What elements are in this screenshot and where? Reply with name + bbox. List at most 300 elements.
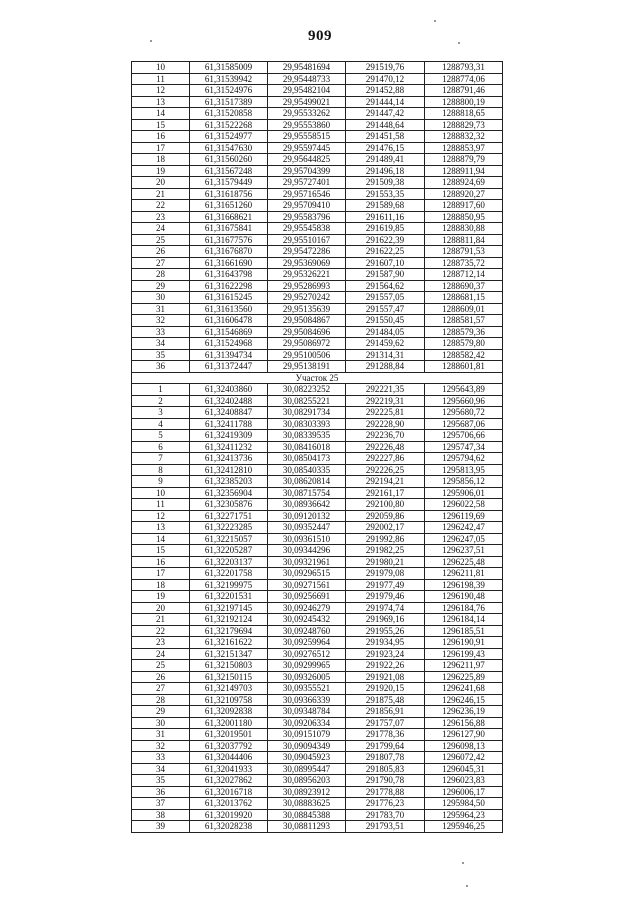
y-coordinate-cell: 1288712,14	[425, 269, 503, 281]
y-coordinate-cell: 1288793,31	[425, 62, 503, 74]
longitude-cell: 29,95369069	[268, 257, 346, 269]
longitude-cell: 30,08811293	[268, 821, 346, 833]
table-row	[132, 625, 503, 637]
table-row	[132, 73, 503, 85]
point-number-cell: 12	[132, 85, 190, 97]
y-coordinate-cell: 1288818,65	[425, 108, 503, 120]
y-coordinate-cell: 1288800,19	[425, 96, 503, 108]
y-coordinate-cell: 1296211,97	[425, 660, 503, 672]
table-row	[132, 476, 503, 488]
point-number-cell: 38	[132, 809, 190, 821]
point-number-cell: 14	[132, 108, 190, 120]
x-coordinate-cell: 292226,48	[346, 441, 425, 453]
latitude-cell: 61,32044406	[190, 752, 268, 764]
point-number-cell: 15	[132, 119, 190, 131]
latitude-cell: 61,31622298	[190, 280, 268, 292]
latitude-cell: 61,31520858	[190, 108, 268, 120]
latitude-cell: 61,32411788	[190, 418, 268, 430]
table-row	[132, 786, 503, 798]
longitude-cell: 30,09326005	[268, 671, 346, 683]
table-row	[132, 338, 503, 350]
table-row	[132, 142, 503, 154]
latitude-cell: 61,32305876	[190, 499, 268, 511]
latitude-cell: 61,31546869	[190, 326, 268, 338]
table-row	[132, 545, 503, 557]
latitude-cell: 61,32408847	[190, 407, 268, 419]
point-number-cell: 16	[132, 556, 190, 568]
y-coordinate-cell: 1296045,31	[425, 763, 503, 775]
point-number-cell: 11	[132, 499, 190, 511]
point-number-cell: 35	[132, 349, 190, 361]
longitude-cell: 30,09366339	[268, 694, 346, 706]
longitude-cell: 29,95510167	[268, 234, 346, 246]
x-coordinate-cell: 291496,18	[346, 165, 425, 177]
latitude-cell: 61,32412810	[190, 464, 268, 476]
point-number-cell: 19	[132, 591, 190, 603]
point-number-cell: 29	[132, 280, 190, 292]
table-row	[132, 430, 503, 442]
x-coordinate-cell: 292221,35	[346, 384, 425, 396]
latitude-cell: 61,32001180	[190, 717, 268, 729]
latitude-cell: 61,32203137	[190, 556, 268, 568]
table-row	[132, 349, 503, 361]
point-number-cell: 36	[132, 786, 190, 798]
table-row	[132, 717, 503, 729]
y-coordinate-cell: 1296190,48	[425, 591, 503, 603]
x-coordinate-cell: 291980,21	[346, 556, 425, 568]
y-coordinate-cell: 1288579,36	[425, 326, 503, 338]
longitude-cell: 30,08504173	[268, 453, 346, 465]
y-coordinate-cell: 1295687,06	[425, 418, 503, 430]
longitude-cell: 30,09276512	[268, 648, 346, 660]
y-coordinate-cell: 1296237,51	[425, 545, 503, 557]
y-coordinate-cell: 1288609,01	[425, 303, 503, 315]
longitude-cell: 30,08303393	[268, 418, 346, 430]
latitude-cell: 61,32419309	[190, 430, 268, 442]
longitude-cell: 30,09259964	[268, 637, 346, 649]
longitude-cell: 30,08291734	[268, 407, 346, 419]
y-coordinate-cell: 1288774,06	[425, 73, 503, 85]
longitude-cell: 30,09296515	[268, 568, 346, 580]
longitude-cell: 30,09348784	[268, 706, 346, 718]
table-row	[132, 303, 503, 315]
x-coordinate-cell: 291314,31	[346, 349, 425, 361]
table-row	[132, 223, 503, 235]
point-number-cell: 17	[132, 142, 190, 154]
x-coordinate-cell: 292225,81	[346, 407, 425, 419]
x-coordinate-cell: 291451,58	[346, 131, 425, 143]
y-coordinate-cell: 1288581,57	[425, 315, 503, 327]
table-row	[132, 165, 503, 177]
point-number-cell: 21	[132, 188, 190, 200]
x-coordinate-cell: 291489,41	[346, 154, 425, 166]
y-coordinate-cell: 1296225,48	[425, 556, 503, 568]
table-row	[132, 499, 503, 511]
table-row	[132, 280, 503, 292]
longitude-cell: 30,09045923	[268, 752, 346, 764]
point-number-cell: 25	[132, 234, 190, 246]
latitude-cell: 61,32201758	[190, 568, 268, 580]
y-coordinate-cell: 1296241,68	[425, 683, 503, 695]
point-number-cell: 28	[132, 694, 190, 706]
x-coordinate-cell: 291969,16	[346, 614, 425, 626]
x-coordinate-cell: 291807,78	[346, 752, 425, 764]
table-row	[132, 648, 503, 660]
latitude-cell: 61,31668621	[190, 211, 268, 223]
scan-speck	[458, 42, 460, 44]
longitude-cell: 30,09352447	[268, 522, 346, 534]
table-row	[132, 637, 503, 649]
point-number-cell: 28	[132, 269, 190, 281]
latitude-cell: 61,31524968	[190, 338, 268, 350]
table-row	[132, 326, 503, 338]
point-number-cell: 10	[132, 487, 190, 499]
point-number-cell: 27	[132, 257, 190, 269]
latitude-cell: 61,32041933	[190, 763, 268, 775]
longitude-cell: 30,08715754	[268, 487, 346, 499]
y-coordinate-cell: 1296211,81	[425, 568, 503, 580]
x-coordinate-cell: 291459,62	[346, 338, 425, 350]
x-coordinate-cell: 291790,78	[346, 775, 425, 787]
y-coordinate-cell: 1295660,96	[425, 395, 503, 407]
x-coordinate-cell: 292059,86	[346, 510, 425, 522]
y-coordinate-cell: 1288681,15	[425, 292, 503, 304]
point-number-cell: 2	[132, 395, 190, 407]
point-number-cell: 26	[132, 246, 190, 258]
y-coordinate-cell: 1296246,15	[425, 694, 503, 706]
x-coordinate-cell: 291757,07	[346, 717, 425, 729]
table-row	[132, 200, 503, 212]
point-number-cell: 35	[132, 775, 190, 787]
table-row	[132, 522, 503, 534]
point-number-cell: 17	[132, 568, 190, 580]
latitude-cell: 61,31522268	[190, 119, 268, 131]
table-row	[132, 177, 503, 189]
longitude-cell: 30,09321961	[268, 556, 346, 568]
point-number-cell: 20	[132, 602, 190, 614]
x-coordinate-cell: 291923,24	[346, 648, 425, 660]
point-number-cell: 33	[132, 752, 190, 764]
point-number-cell: 32	[132, 315, 190, 327]
y-coordinate-cell: 1296225,89	[425, 671, 503, 683]
x-coordinate-cell: 291921,08	[346, 671, 425, 683]
point-number-cell: 9	[132, 476, 190, 488]
table-row	[132, 579, 503, 591]
latitude-cell: 61,32385203	[190, 476, 268, 488]
y-coordinate-cell: 1296190,91	[425, 637, 503, 649]
latitude-cell: 61,32161622	[190, 637, 268, 649]
point-number-cell: 13	[132, 522, 190, 534]
x-coordinate-cell: 291992,86	[346, 533, 425, 545]
y-coordinate-cell: 1296247,05	[425, 533, 503, 545]
x-coordinate-cell: 292236,70	[346, 430, 425, 442]
table-row	[132, 752, 503, 764]
x-coordinate-cell: 291452,88	[346, 85, 425, 97]
y-coordinate-cell: 1295706,66	[425, 430, 503, 442]
x-coordinate-cell: 291776,23	[346, 798, 425, 810]
latitude-cell: 61,31579449	[190, 177, 268, 189]
point-number-cell: 18	[132, 579, 190, 591]
longitude-cell: 30,09355521	[268, 683, 346, 695]
latitude-cell: 61,31675841	[190, 223, 268, 235]
latitude-cell: 61,32411232	[190, 441, 268, 453]
point-number-cell: 22	[132, 625, 190, 637]
y-coordinate-cell: 1288911,94	[425, 165, 503, 177]
table-row	[132, 821, 503, 833]
latitude-cell: 61,32149703	[190, 683, 268, 695]
latitude-cell: 61,32028238	[190, 821, 268, 833]
coordinates-table	[131, 61, 503, 833]
table-row	[132, 740, 503, 752]
table-row	[132, 292, 503, 304]
point-number-cell: 5	[132, 430, 190, 442]
x-coordinate-cell: 292219,31	[346, 395, 425, 407]
latitude-cell: 61,31661690	[190, 257, 268, 269]
point-number-cell: 3	[132, 407, 190, 419]
longitude-cell: 30,09246279	[268, 602, 346, 614]
x-coordinate-cell: 291448,64	[346, 119, 425, 131]
point-number-cell: 6	[132, 441, 190, 453]
longitude-cell: 30,08255221	[268, 395, 346, 407]
table-row	[132, 809, 503, 821]
latitude-cell: 61,31643798	[190, 269, 268, 281]
y-coordinate-cell: 1288920,27	[425, 188, 503, 200]
x-coordinate-cell: 291519,76	[346, 62, 425, 74]
point-number-cell: 25	[132, 660, 190, 672]
latitude-cell: 61,31372447	[190, 361, 268, 373]
latitude-cell: 61,31618756	[190, 188, 268, 200]
y-coordinate-cell: 1296127,90	[425, 729, 503, 741]
latitude-cell: 61,31613560	[190, 303, 268, 315]
latitude-cell: 61,32192124	[190, 614, 268, 626]
longitude-cell: 30,09248760	[268, 625, 346, 637]
longitude-cell: 30,09344296	[268, 545, 346, 557]
x-coordinate-cell: 291550,45	[346, 315, 425, 327]
x-coordinate-cell: 291447,42	[346, 108, 425, 120]
y-coordinate-cell: 1288735,72	[425, 257, 503, 269]
x-coordinate-cell: 291875,48	[346, 694, 425, 706]
point-number-cell: 33	[132, 326, 190, 338]
longitude-cell: 29,95597445	[268, 142, 346, 154]
longitude-cell: 29,95716546	[268, 188, 346, 200]
point-number-cell: 13	[132, 96, 190, 108]
table-row	[132, 234, 503, 246]
y-coordinate-cell: 1288690,37	[425, 280, 503, 292]
latitude-cell: 61,32271751	[190, 510, 268, 522]
longitude-cell: 30,09151079	[268, 729, 346, 741]
table-row	[132, 211, 503, 223]
longitude-cell: 30,09120132	[268, 510, 346, 522]
x-coordinate-cell: 291611,16	[346, 211, 425, 223]
table-row	[132, 694, 503, 706]
x-coordinate-cell: 291778,88	[346, 786, 425, 798]
longitude-cell: 29,95499021	[268, 96, 346, 108]
latitude-cell: 61,32019920	[190, 809, 268, 821]
point-number-cell: 32	[132, 740, 190, 752]
y-coordinate-cell: 1295946,25	[425, 821, 503, 833]
y-coordinate-cell: 1295680,72	[425, 407, 503, 419]
y-coordinate-cell: 1296198,39	[425, 579, 503, 591]
x-coordinate-cell: 291587,90	[346, 269, 425, 281]
x-coordinate-cell: 291922,26	[346, 660, 425, 672]
longitude-cell: 30,09094349	[268, 740, 346, 752]
x-coordinate-cell: 291934,95	[346, 637, 425, 649]
latitude-cell: 61,32150115	[190, 671, 268, 683]
y-coordinate-cell: 1296072,42	[425, 752, 503, 764]
table-row	[132, 62, 503, 74]
point-number-cell: 31	[132, 729, 190, 741]
coordinates-table-body	[132, 62, 503, 833]
table-row	[132, 763, 503, 775]
latitude-cell: 61,31606478	[190, 315, 268, 327]
x-coordinate-cell: 291557,47	[346, 303, 425, 315]
point-number-cell: 23	[132, 637, 190, 649]
y-coordinate-cell: 1296023,83	[425, 775, 503, 787]
table-row	[132, 568, 503, 580]
point-number-cell: 12	[132, 510, 190, 522]
latitude-cell: 61,31394734	[190, 349, 268, 361]
scan-speck	[434, 20, 436, 22]
latitude-cell: 61,31567248	[190, 165, 268, 177]
longitude-cell: 30,08956203	[268, 775, 346, 787]
table-row	[132, 453, 503, 465]
x-coordinate-cell: 291589,68	[346, 200, 425, 212]
longitude-cell: 29,95481694	[268, 62, 346, 74]
point-number-cell: 31	[132, 303, 190, 315]
point-number-cell: 4	[132, 418, 190, 430]
latitude-cell: 61,32223285	[190, 522, 268, 534]
latitude-cell: 61,31676870	[190, 246, 268, 258]
table-row	[132, 602, 503, 614]
point-number-cell: 24	[132, 223, 190, 235]
y-coordinate-cell: 1288850,95	[425, 211, 503, 223]
y-coordinate-cell: 1296236,19	[425, 706, 503, 718]
x-coordinate-cell: 291619,85	[346, 223, 425, 235]
y-coordinate-cell: 1296242,47	[425, 522, 503, 534]
longitude-cell: 29,95727401	[268, 177, 346, 189]
longitude-cell: 29,95286993	[268, 280, 346, 292]
x-coordinate-cell: 291955,26	[346, 625, 425, 637]
point-number-cell: 30	[132, 717, 190, 729]
latitude-cell: 61,32403860	[190, 384, 268, 396]
point-number-cell: 1	[132, 384, 190, 396]
longitude-cell: 30,09299965	[268, 660, 346, 672]
x-coordinate-cell: 291622,25	[346, 246, 425, 258]
table-row	[132, 384, 503, 396]
x-coordinate-cell: 291607,10	[346, 257, 425, 269]
point-number-cell: 26	[132, 671, 190, 683]
latitude-cell: 61,32205287	[190, 545, 268, 557]
table-row	[132, 108, 503, 120]
scan-speck	[150, 40, 152, 42]
y-coordinate-cell: 1288582,42	[425, 349, 503, 361]
longitude-cell: 29,95084867	[268, 315, 346, 327]
y-coordinate-cell: 1296006,17	[425, 786, 503, 798]
longitude-cell: 30,09256691	[268, 591, 346, 603]
latitude-cell: 61,32199975	[190, 579, 268, 591]
longitude-cell: 30,08936642	[268, 499, 346, 511]
table-row	[132, 591, 503, 603]
x-coordinate-cell: 291979,08	[346, 568, 425, 580]
point-number-cell: 18	[132, 154, 190, 166]
latitude-cell: 61,32151347	[190, 648, 268, 660]
latitude-cell: 61,32356904	[190, 487, 268, 499]
table-row	[132, 269, 503, 281]
table-row	[132, 407, 503, 419]
point-number-cell: 10	[132, 62, 190, 74]
table-row	[132, 614, 503, 626]
y-coordinate-cell: 1296199,43	[425, 648, 503, 660]
table-row	[132, 775, 503, 787]
y-coordinate-cell: 1288811,84	[425, 234, 503, 246]
x-coordinate-cell: 291288,84	[346, 361, 425, 373]
y-coordinate-cell: 1288579,80	[425, 338, 503, 350]
y-coordinate-cell: 1288830,88	[425, 223, 503, 235]
table-row	[132, 246, 503, 258]
y-coordinate-cell: 1288853,97	[425, 142, 503, 154]
table-row	[132, 487, 503, 499]
longitude-cell: 30,09271561	[268, 579, 346, 591]
table-row	[132, 683, 503, 695]
scan-speck	[466, 885, 468, 887]
table-row	[132, 660, 503, 672]
table-row	[132, 533, 503, 545]
y-coordinate-cell: 1295906,01	[425, 487, 503, 499]
latitude-cell: 61,31524977	[190, 131, 268, 143]
y-coordinate-cell: 1288917,60	[425, 200, 503, 212]
longitude-cell: 30,08620814	[268, 476, 346, 488]
longitude-cell: 30,09206334	[268, 717, 346, 729]
point-number-cell: 15	[132, 545, 190, 557]
y-coordinate-cell: 1296156,88	[425, 717, 503, 729]
y-coordinate-cell: 1288791,46	[425, 85, 503, 97]
table-row	[132, 315, 503, 327]
latitude-cell: 61,31585009	[190, 62, 268, 74]
table-row	[132, 510, 503, 522]
x-coordinate-cell: 291982,25	[346, 545, 425, 557]
page-number: 909	[308, 28, 332, 44]
point-number-cell: 22	[132, 200, 190, 212]
table-row	[132, 119, 503, 131]
y-coordinate-cell: 1295643,89	[425, 384, 503, 396]
y-coordinate-cell: 1288832,32	[425, 131, 503, 143]
latitude-cell: 61,32215057	[190, 533, 268, 545]
latitude-cell: 61,32027862	[190, 775, 268, 787]
point-number-cell: 16	[132, 131, 190, 143]
y-coordinate-cell: 1288791,53	[425, 246, 503, 258]
section-header-row	[132, 372, 503, 384]
longitude-cell: 29,95558515	[268, 131, 346, 143]
x-coordinate-cell: 291622,39	[346, 234, 425, 246]
point-number-cell: 20	[132, 177, 190, 189]
table-row	[132, 441, 503, 453]
latitude-cell: 61,32037792	[190, 740, 268, 752]
longitude-cell: 30,08923912	[268, 786, 346, 798]
point-number-cell: 27	[132, 683, 190, 695]
table-row	[132, 798, 503, 810]
longitude-cell: 29,95472286	[268, 246, 346, 258]
x-coordinate-cell: 292194,21	[346, 476, 425, 488]
x-coordinate-cell: 291805,83	[346, 763, 425, 775]
y-coordinate-cell: 1295794,62	[425, 453, 503, 465]
table-row	[132, 85, 503, 97]
longitude-cell: 29,95709410	[268, 200, 346, 212]
point-number-cell: 34	[132, 763, 190, 775]
latitude-cell: 61,32016718	[190, 786, 268, 798]
point-number-cell: 19	[132, 165, 190, 177]
x-coordinate-cell: 291920,15	[346, 683, 425, 695]
x-coordinate-cell: 291979,46	[346, 591, 425, 603]
